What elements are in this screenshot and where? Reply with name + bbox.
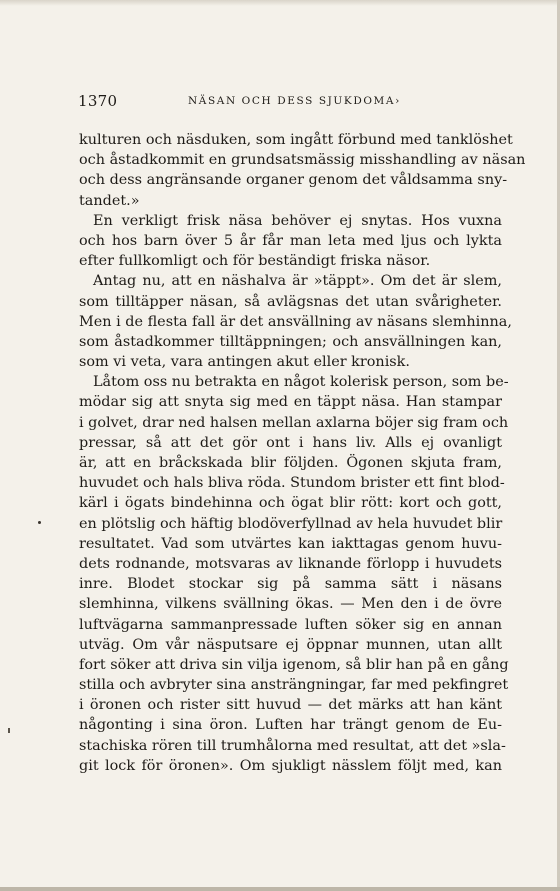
- text-line: efter fullkomligt och för beständigt friska näsor.: [79, 253, 431, 270]
- text-line: i öronen och rister sitt huvud — det märks att han känt: [79, 697, 502, 714]
- text-line: resultatet. Vad som utvärtes kan iakttagas genom huvu-: [79, 535, 502, 552]
- text-line: och dess angränsande organer genom det våldsamma sny-: [79, 172, 508, 189]
- page-edge-bottom: [0, 887, 560, 891]
- text-line: stachiska rören till trumhålorna med resultat, att det »sla-: [79, 737, 506, 754]
- text-line: kulturen och näsduken, som ingått förbund med tanklöshet: [79, 132, 513, 148]
- text-line: mödar sig att snyta sig med en täppt näsa. Han stampar: [79, 394, 502, 411]
- text-line: tandet.»: [79, 192, 140, 209]
- text-line: som tilltäpper näsan, så avlägsnas det utan svårigheter.: [79, 293, 502, 310]
- text-line: och åstadkommit en grundsatsmässig misshandling av näsan: [79, 152, 526, 169]
- text-line: pressar, så att det gör ont i hans liv. Alls ej ovanligt: [79, 434, 502, 451]
- page-shadow: [0, 0, 560, 6]
- text-line: och hos barn över 5 år får man leta med ljus och lykta: [79, 232, 502, 249]
- page-number: 1370: [78, 92, 118, 110]
- text-line: som vi veta, vara antingen akut eller kronisk.: [79, 354, 410, 371]
- text-line: kärl i ögats bindehinna och ögat blir rött: kort och gott,: [79, 495, 502, 512]
- scan-speck: [38, 521, 41, 524]
- text-line: Antag nu, att en näshalva är »täppt». Om det är slem,: [93, 273, 502, 290]
- text-line: stilla och avbryter sina ansträngningar, far med pekfingret: [79, 677, 509, 694]
- body-text: [79, 130, 526, 776]
- text-line: någonting i sina öron. Luften har trängt genom de Eu-: [79, 717, 502, 734]
- text-line: fort söker att driva sin vilja igenom, så blir han på en gång: [79, 656, 509, 673]
- text-line: luftvägarna sammanpressade luften söker sig en annan: [79, 616, 502, 633]
- text-line: som åstadkommer tilltäppningen; och ansvällningen kan,: [79, 333, 502, 350]
- text-line: är, att en bråckskada blir följden. Ögonen skjuta fram,: [79, 455, 502, 471]
- text-line: en plötslig och häftig blodöverfyllnad av hela huvudet blir: [79, 515, 503, 532]
- text-line: slemhinna, vilkens svällning ökas. — Men den i de övre: [79, 596, 502, 613]
- text-line: huvudet och hals bliva röda. Stundom brister ett fint blod-: [79, 475, 505, 492]
- scan-speck: [8, 728, 10, 733]
- text-line: dets rodnande, motsvaras av liknande förlopp i huvudets: [79, 555, 502, 572]
- text-line: i golvet, drar ned halsen mellan axlarna böjer sig fram och: [79, 414, 509, 431]
- text-line: inre. Blodet stockar sig på samma sätt i näsans: [79, 576, 502, 593]
- page-header: [78, 92, 498, 112]
- text-line: Låtom oss nu betrakta en något kolerisk person, som be-: [93, 374, 509, 391]
- text-line: git lock för öronen». Om sjukligt nässlem följt med, kan: [79, 757, 502, 774]
- text-line: Men i de flesta fall är det ansvällning av näsans slemhinna,: [79, 313, 512, 330]
- running-head: NÄSAN OCH DESS SJUKDOMA›: [188, 95, 401, 107]
- text-line: utväg. Om vår näsputsare ej öppnar munnen, utan allt: [79, 636, 502, 653]
- text-line: En verkligt frisk näsa behöver ej snytas. Hos vuxna: [93, 212, 502, 229]
